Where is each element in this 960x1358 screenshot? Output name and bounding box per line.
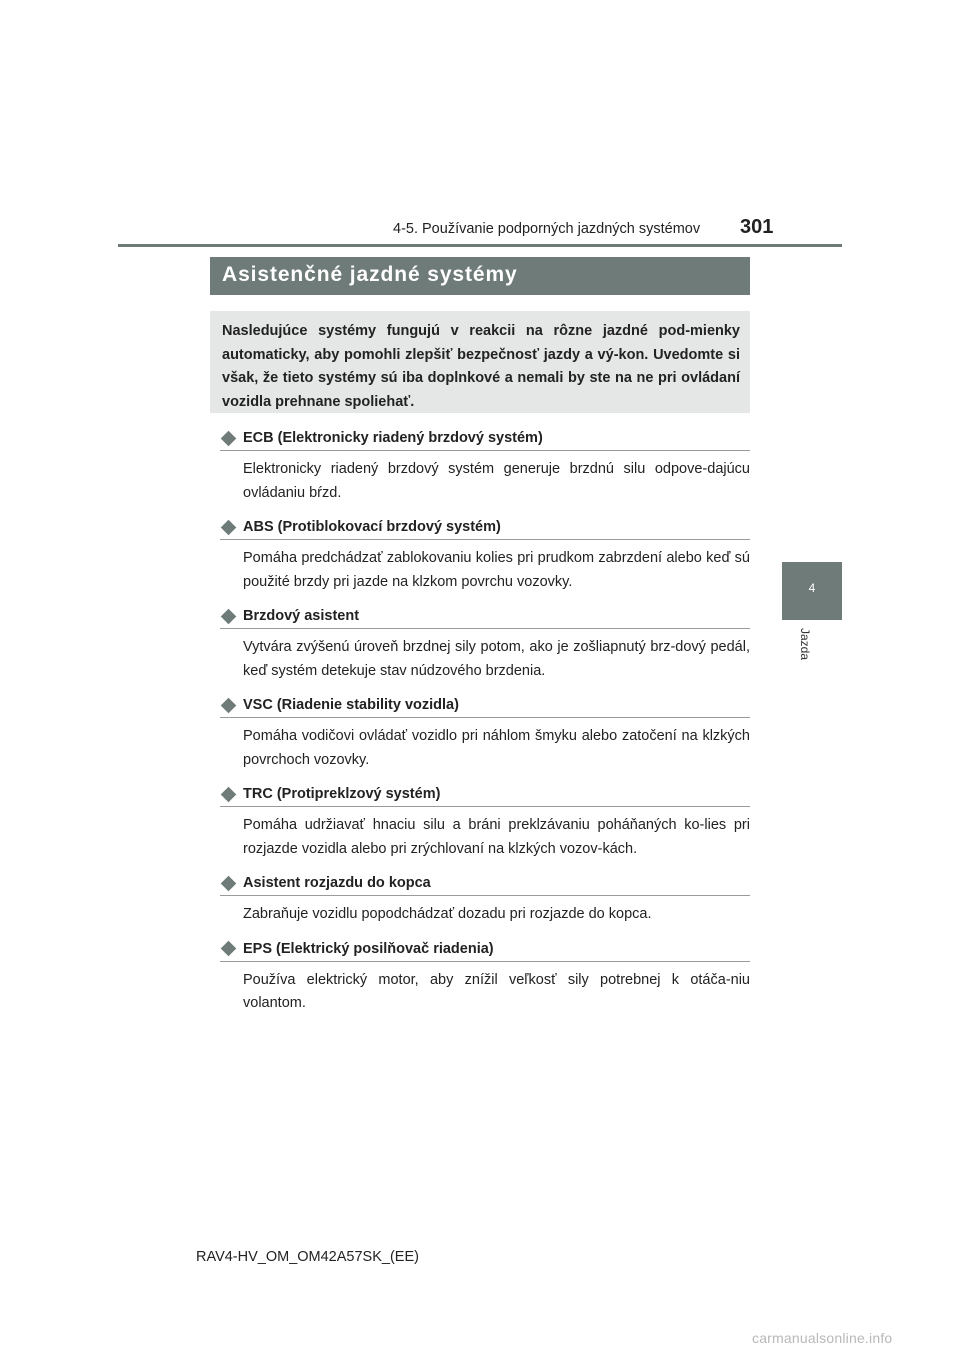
section-heading [220,871,750,896]
section-title: EPS (Elektrický posilňovač riadenia) [243,940,494,957]
diamond-bullet-icon [221,786,237,802]
section-heading [220,604,750,629]
chapter-number: 4 [808,581,816,595]
diamond-bullet-icon [221,697,237,713]
section-brake-assist [220,604,750,683]
section-abs [220,515,750,594]
diamond-bullet-icon [221,941,237,957]
section-body: Vytvára zvýšenú úroveň brzdnej sily potom, ako je zošliapnutý brz-dový pedál, keď systém detekuje stav núdzového brzdenia. [243,639,750,679]
section-title: VSC (Riadenie stability vozidla) [243,697,459,713]
section-body: Elektronicky riadený brzdový systém generuje brzdnú silu odpove-dajúcu ovládaniu bŕzd. [243,461,750,501]
diamond-bullet-icon [221,875,237,891]
diamond-bullet-icon [221,519,237,535]
section-vsc [220,693,750,772]
chapter-tab [782,562,842,620]
page-title-bar [210,257,750,295]
page-number: 301 [740,216,774,238]
system-list [220,426,750,1026]
chapter-label: Jazda [798,628,812,661]
page-title: Asistenčné jazdné systémy [222,263,518,286]
section-title: ECB (Elektronicky riadený brzdový systém) [243,430,543,446]
diamond-bullet-icon [221,430,237,446]
section-title: Brzdový asistent [243,608,360,624]
section-eps [220,937,750,1016]
section-title: TRC (Protipreklzový systém) [243,786,441,802]
section-title: Asistent rozjazdu do kopca [243,875,431,891]
intro-box [210,311,750,413]
watermark: carmanualsonline.info [752,1330,893,1346]
manual-code: RAV4-HV_OM_OM42A57SK_(EE) [196,1249,419,1265]
section-heading [220,937,750,962]
section-heading [220,693,750,718]
intro-text: Nasledujúce systémy fungujú v reakcii na rôzne jazdné pod-mienky automaticky, aby pomohli zlepšiť bezpečnosť jazdy a vý-kon. Uvedomte si však, že tieto systémy sú iba doplnkové a nemali by ste na ne pri ovládaní vozidla prehnane spoliehať. [222,323,740,410]
section-heading [220,426,750,451]
diamond-bullet-icon [221,608,237,624]
section-body: Pomáha predchádzať zablokovaniu kolies pri prudkom zabrzdení alebo keď sú použité brzdy pri jazde na klzkom povrchu vozovky. [243,550,750,590]
section-body: Zabraňuje vozidlu popodchádzať dozadu pri rozjazde do kopca. [243,906,652,922]
section-heading [220,515,750,540]
section-body: Pomáha vodičovi ovládať vozidlo pri náhlom šmyku alebo zatočení na klzkých povrchoch vozovky. [243,728,750,768]
section-trc [220,782,750,861]
section-ecb [220,426,750,505]
section-hill-start-assist [220,871,750,927]
chapter-label-container [782,620,842,680]
section-title: ABS (Protiblokovací brzdový systém) [243,519,501,535]
header-divider [118,244,842,247]
section-heading [220,782,750,807]
running-header-section: 4-5. Používanie podporných jazdných systémov [393,221,701,237]
section-body: Používa elektrický motor, aby znížil veľkosť sily potrebnej k otáča-niu volantom. [243,971,750,1011]
section-body: Pomáha udržiavať hnaciu silu a bráni preklzávaniu poháňaných ko-lies pri rozjazde vozidla alebo pri zrýchlovaní na klzkých vozov-kách. [243,817,750,857]
